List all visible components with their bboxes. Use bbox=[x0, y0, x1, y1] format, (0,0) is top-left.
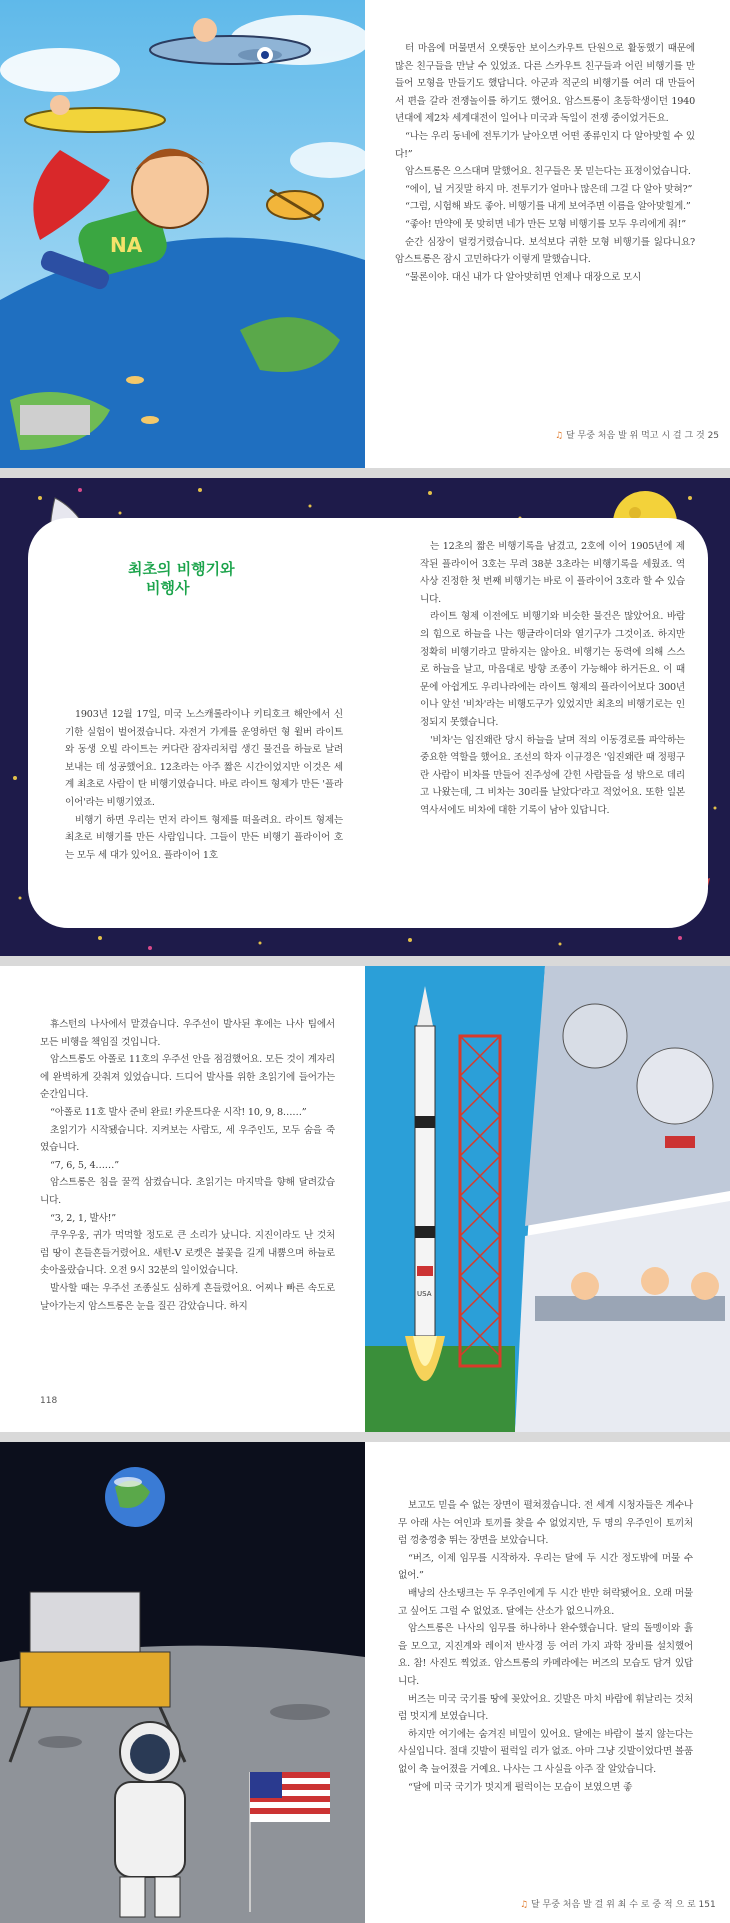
paragraph: 초읽기가 시작됐습니다. 지켜보는 사람도, 세 우주인도, 모두 숨을 죽였습니다. bbox=[40, 1124, 335, 1154]
spread-page-1 bbox=[0, 0, 730, 468]
paragraph: 비행기 하면 우리는 먼저 라이트 형제를 떠올려요. 라이트 형제는 최초로 비행기를 만든 사람입니다. 그들이 만든 비행기 플라이어 호는 모두 세 대가 있어요. 플라이어 1호 bbox=[65, 814, 343, 861]
paragraph: “나는 우리 동네에 전투기가 날아오면 어떤 종류인지 다 알아맞힐 수 있다!” bbox=[395, 130, 695, 160]
boat-icon bbox=[126, 376, 144, 384]
page-1-folio bbox=[555, 428, 719, 441]
pilot-icon bbox=[193, 18, 217, 42]
spread-page-4 bbox=[0, 1442, 730, 1923]
page-3-body bbox=[40, 1016, 335, 1315]
flying-boy-illustration bbox=[0, 0, 365, 468]
paragraph: 발사할 때는 우주선 조종실도 심하게 흔들렸어요. 어찌나 빠른 속도로 날아가는지 암스트롱은 눈을 질끈 감았습니다. 하지 bbox=[40, 1282, 335, 1312]
small-plane-icon bbox=[267, 190, 323, 220]
paragraph: “3, 2, 1, 발사!” bbox=[50, 1212, 117, 1224]
page-4-folio bbox=[520, 1897, 716, 1910]
spread-page-3 bbox=[0, 966, 730, 1432]
paragraph: 암스트롱도 아폴로 11호의 우주선 안을 점검했어요. 모든 것이 계자리에 완벽하게 갖춰져 있었습니다. 드디어 발사를 위한 초읽기에 들어가는 순간입니다. bbox=[40, 1054, 335, 1101]
spread-page-2 bbox=[0, 478, 730, 956]
page-3-folio: 118 bbox=[40, 1396, 58, 1406]
paragraph: 는 12초의 짧은 비행기록을 남겼고, 2호에 이어 1905년에 제작된 플라이어 3호는 무려 38분 3초라는 비행기록을 세웠죠. 역사상 진정한 첫 번째 비행기는 바로 이 플라이어 3호라 할 수 있습니다. bbox=[420, 541, 685, 605]
page-1-body bbox=[395, 40, 695, 286]
paragraph: 1903년 12월 17일, 미국 노스캐롤라이나 키티호크 해안에서 신기한 실험이 벌어졌습니다. 자전거 가게를 운영하던 형 윌버 라이트와 동생 오빌 라이트는 커다란 잠자리처럼 생긴 물건을 하늘로 날려 보내는 데 성공했어요. 12초라는 아주 짧은 시간이었지만 이것은 세계 최초로 사람이 탄 비행기였습니다. 바로 라이트 형제가 만든 '플라이어'라는 비행기였죠. bbox=[65, 709, 343, 808]
paragraph: 쿠우우웅, 귀가 먹먹할 정도로 큰 소리가 났니다. 지진이라도 난 것처럼 땅이 흔들흔들거렸어요. 새턴-V 로켓은 불꽃을 길게 내뿜으며 하늘로 솟아올랐습니다. 오전 9시 32분의 일이었습니다. bbox=[40, 1230, 335, 1277]
launch-scene bbox=[365, 966, 730, 1432]
paragraph: 휴스턴의 나사에서 맡겼습니다. 우주선이 발사된 후에는 나사 팀에서 모든 비행을 책임질 것입니다. bbox=[40, 1019, 335, 1048]
rocket-launch-illustration bbox=[365, 966, 730, 1432]
folio-text: 달 무중 처음 발 걸 위 최 수 로 중 적 으 로 151 bbox=[530, 1900, 716, 1910]
rocket-text: USA bbox=[417, 1290, 432, 1298]
paragraph: “7, 6, 5, 4……” bbox=[50, 1159, 119, 1171]
paragraph: “좋아! 만약에 못 맞히면 네가 만든 모형 비행기를 모두 우리에게 줘!” bbox=[405, 218, 686, 230]
paragraph: '비차'는 임진왜란 당시 하늘을 날며 적의 이동경로를 파악하는 중요한 역할을 했어요. 조선의 학자 이규경은 '임진왜란 때 정평구란 사람이 비차를 만들어 진주성에 갇힌 사람들을 성 밖으로 데리고 나왔는데, 그 비차는 30리를 날았다'라고 적었어요. 또한 일본 역사서에도 비차에 대한 기록이 남아 있답니다. bbox=[420, 734, 685, 816]
page-2-left-body bbox=[65, 706, 343, 864]
shirt-letters: NA bbox=[110, 233, 143, 257]
section-title-line-1: 최초의 비행기와 bbox=[128, 560, 235, 578]
earth-icon bbox=[105, 1467, 165, 1527]
paragraph: 배낭의 산소탱크는 두 우주인에게 두 시간 반만 허락됐어요. 오래 머물고 싶어도 그럴 수 없었죠. 달에는 산소가 없으니까요. bbox=[398, 1587, 693, 1617]
paragraph: 암스트롱은 침을 꿀꺽 삼켰습니다. 초읽기는 마지막을 향해 달려갔습니다. bbox=[40, 1177, 335, 1206]
paragraph: 라이트 형제 이전에도 비행기와 비슷한 물건은 많았어요. 바람의 힘으로 하늘을 나는 행글라이더와 열기구가 그것이죠. 하지만 정확히 비행기라고 말하지는 않아요. 비행기는 동력에 의해 스스로 하늘을 날고, 마음대로 방향 조종이 가능해야 하거든요. 이 때문에 아쉽게도 우리나라에는 라이트 형제의 플라이어보다 300년이나 앞선 '비차'라는 비행도구가 있었지만 최초의 비행기로는 인정되지 못했습니다. bbox=[420, 611, 685, 728]
paragraph: “물론이야. 대신 내가 다 알아맞히면 언제나 대장으로 모시 bbox=[405, 271, 642, 283]
page-4-body bbox=[398, 1497, 693, 1796]
flying-boy-scene bbox=[0, 0, 365, 468]
section-title-line-2: 비행사 bbox=[146, 579, 190, 597]
paragraph: 암스트롱은 으스대며 말했어요. 친구들은 못 믿는다는 표정이었습니다. bbox=[405, 166, 691, 178]
folio-mark-icon: ♫ bbox=[520, 1900, 529, 1910]
paragraph: “달에 미국 국기가 멋지게 펄럭이는 모습이 보였으면 좋 bbox=[408, 1781, 633, 1793]
folio-text: 달 무중 처음 발 위 먹고 시 걸 그 것 25 bbox=[565, 431, 720, 441]
paragraph: 순간 심장이 덜컹거렸습니다. 보석보다 귀한 모형 비행기를 잃다니요? 암스트롱은 잠시 고민하다가 이렇게 말했습니다. bbox=[395, 236, 695, 266]
paragraph: “에이, 닐 거짓말 하지 마. 전투기가 얼마나 많은데 그걸 다 알아 맞혀?” bbox=[405, 183, 693, 195]
folio-mark-icon: ♫ bbox=[555, 431, 564, 441]
paragraph: 하지만 여기에는 숨겨진 비밀이 있어요. 달에는 바람이 불지 않는다는 사실입니다. 절대 깃발이 펄럭일 리가 없죠. 아마 그냥 깃발이었다면 볼품없이 축 늘어졌을 거예요. 나사는 그 사실을 아주 잘 알았습니다. bbox=[398, 1728, 693, 1775]
moon-landing-illustration bbox=[0, 1442, 365, 1923]
page-2-right-body bbox=[420, 538, 685, 820]
moon-scene bbox=[0, 1442, 365, 1923]
section-title bbox=[128, 560, 235, 598]
paragraph: 터 마음에 머물면서 오랫동안 보이스카우트 단원으로 활동했기 때문에 많은 친구들을 만날 수 있었죠. 다른 스카우트 친구들과 어린 비행기를 만들어 모형을 만들기도 했답니다. 아군과 적군의 비행기를 여러 대 만들어서 편을 갈라 전쟁놀이를 하기도 했어요. 암스트롱이 초등학생이던 1940년대에 제2차 세계대전이 일어나 미국과 독일이 전쟁 중이었거든요. bbox=[395, 43, 695, 125]
paragraph: 암스트롱은 나사의 임무를 하나하나 완수했습니다. 달의 돌멩이와 흙을 모으고, 지진계와 레이저 반사경 등 여러 가지 과학 장비를 설치했어요. 참! 사진도 찍었죠. 암스트롱의 카메라에는 버즈의 모습도 담겨 있답니다. bbox=[398, 1623, 693, 1687]
paragraph: 보고도 믿을 수 없는 장면이 펼쳐졌습니다. 전 세계 시청자들은 계수나무 아래 사는 여인과 토끼를 찾을 수 없었지만, 두 명의 우주인이 토끼처럼 껑충껑충 뛰는 장면을 보았습니다. bbox=[398, 1500, 693, 1547]
paragraph: “아폴로 11호 발사 준비 완료! 카운트다운 시작! 10, 9, 8……” bbox=[50, 1106, 307, 1118]
paragraph: 버즈는 미국 국기를 땅에 꽂았어요. 깃발은 마치 바람에 휘날리는 것처럼 멋지게 보였습니다. bbox=[398, 1693, 693, 1723]
paragraph: “그럼, 시험해 봐도 좋아. 비행기를 내게 보여주면 이름을 알아맞힐게.” bbox=[405, 201, 691, 213]
paragraph: “버즈, 이제 임무를 시작하자. 우리는 달에 두 시간 정도밖에 머물 수 없어.” bbox=[398, 1552, 693, 1582]
